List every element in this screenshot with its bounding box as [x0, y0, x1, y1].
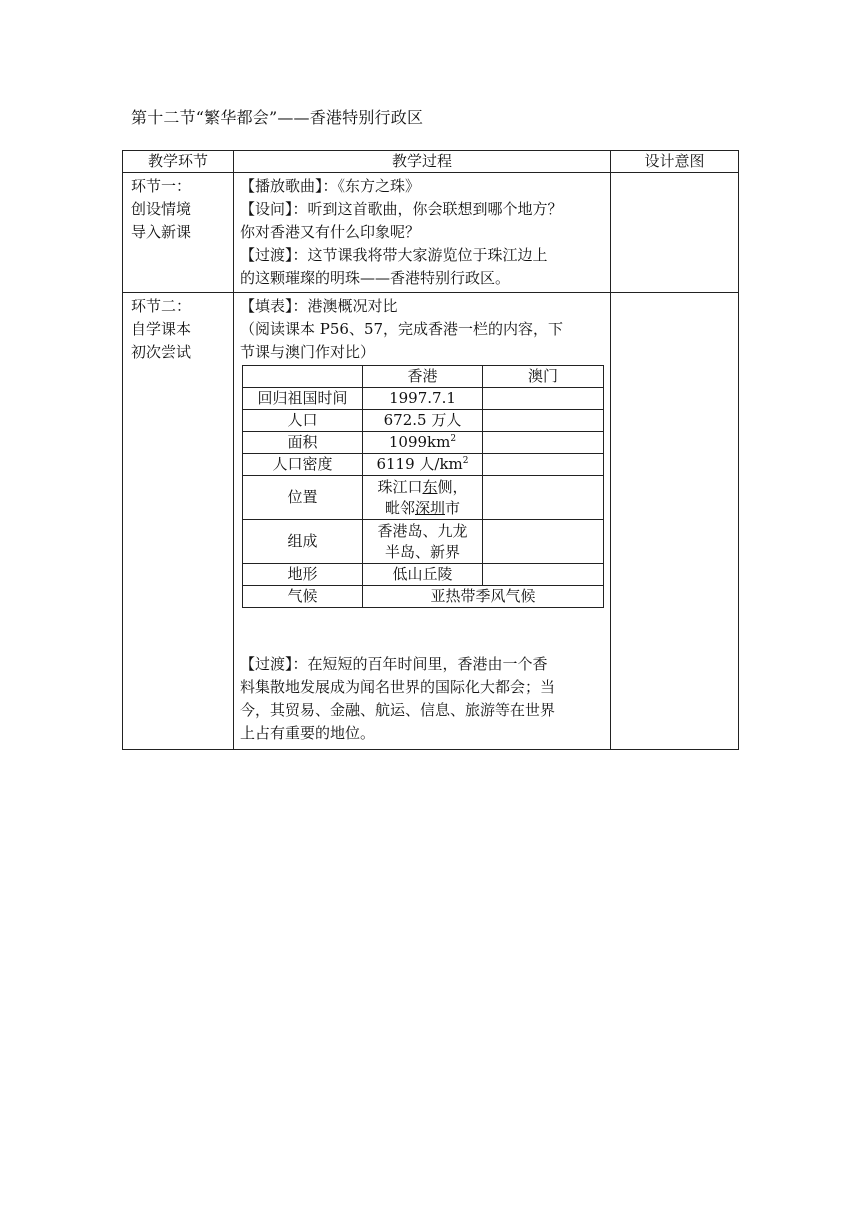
superscript: 2 — [450, 434, 457, 444]
row-label: 回归祖国时间 — [243, 388, 363, 410]
section-two-process — [234, 293, 611, 750]
process-line: 的这颗璀璨的明珠——香港特别行政区。 — [240, 269, 511, 287]
hongkong-value — [363, 520, 483, 564]
table-row — [243, 564, 604, 586]
table-row — [243, 476, 604, 520]
transition-line: 上占有重要的地位。 — [240, 724, 376, 742]
transition-line: 今，其贸易、金融、航运、信息、旅游等在世界 — [240, 701, 556, 719]
location-text: 侧， — [437, 477, 468, 496]
table-header-row — [123, 151, 739, 173]
stage-line: 自学课本 — [131, 320, 192, 338]
location-text: 珠江口 — [377, 477, 423, 496]
hongkong-value — [363, 476, 483, 520]
row-label: 面积 — [243, 432, 363, 454]
macau-value — [483, 388, 604, 410]
document-title: 第十二节“繁华都会”——香港特别行政区 — [131, 108, 424, 127]
location-text: 毗邻 — [384, 498, 415, 517]
area-value: 1099km — [388, 433, 451, 451]
density-value: 6119 人/km — [376, 455, 463, 473]
table-row — [243, 410, 604, 432]
table-row — [243, 454, 604, 476]
table-row — [243, 388, 604, 410]
location-line — [363, 477, 482, 498]
process-line: 【过渡】：这节课我将带大家游览位于珠江边上 — [240, 246, 548, 264]
location-line — [363, 498, 482, 519]
instruction-line: （阅读课本 P56、57，完成香港一栏的内容，下 — [240, 320, 564, 338]
stage-line: 创设情境 — [131, 200, 192, 218]
instruction-line: 节课与澳门作对比） — [240, 343, 376, 361]
row-label: 地形 — [243, 564, 363, 586]
hongkong-value: 低山丘陵 — [363, 564, 483, 586]
hongkong-value: 1997.7.1 — [363, 388, 483, 410]
process-line: 你对香港又有什么印象呢？ — [240, 223, 421, 241]
row-label: 位置 — [243, 476, 363, 520]
header-intent: 设计意图 — [611, 151, 739, 173]
stage-line: 导入新课 — [131, 223, 192, 241]
transition-line: 【过渡】：在短短的百年时间里，香港由一个香 — [240, 655, 548, 673]
process-line: 【设问】：听到这首歌曲，你会联想到哪个地方？ — [240, 200, 563, 218]
lesson-plan-table — [122, 150, 739, 750]
macau-value — [483, 564, 604, 586]
process-line: 【播放歌曲】：《东方之珠》 — [240, 177, 421, 195]
comparison-table — [242, 365, 604, 608]
hongkong-value: 672.5 万人 — [363, 410, 483, 432]
stage-line: 环节二： — [131, 297, 192, 315]
composition-line: 香港岛、九龙 — [377, 521, 468, 540]
hongkong-value — [363, 454, 483, 476]
fill-table-label: 【填表】：港澳概况对比 — [240, 297, 398, 315]
location-text: 市 — [445, 498, 461, 517]
location-shenzhen: 深圳 — [414, 498, 445, 517]
section-one-row — [123, 173, 739, 293]
header-hongkong: 香港 — [363, 366, 483, 388]
section-two-stage — [123, 293, 234, 750]
table-row — [243, 586, 604, 608]
row-label: 人口密度 — [243, 454, 363, 476]
climate-value: 亚热带季风气候 — [363, 586, 604, 608]
spacer — [240, 608, 606, 653]
section-two-row — [123, 293, 739, 750]
section-one-process — [234, 173, 611, 293]
macau-value — [483, 476, 604, 520]
composition-line: 半岛、新界 — [384, 542, 460, 561]
empty-corner-cell — [243, 366, 363, 388]
section-two-intent — [611, 293, 739, 750]
stage-line: 初次尝试 — [131, 343, 192, 361]
superscript: 2 — [462, 456, 469, 466]
macau-value — [483, 410, 604, 432]
table-row — [243, 432, 604, 454]
comparison-header-row — [243, 366, 604, 388]
header-stage: 教学环节 — [123, 151, 234, 173]
macau-value — [483, 454, 604, 476]
row-label: 气候 — [243, 586, 363, 608]
transition-line: 料集散地发展成为闻名世界的国际化大都会；当 — [240, 678, 556, 696]
location-east: 东 — [422, 477, 438, 496]
table-row — [243, 520, 604, 564]
macau-value — [483, 432, 604, 454]
section-one-intent — [611, 173, 739, 293]
row-label: 人口 — [243, 410, 363, 432]
section-one-stage — [123, 173, 234, 293]
hongkong-value — [363, 432, 483, 454]
macau-value — [483, 520, 604, 564]
header-process: 教学过程 — [234, 151, 611, 173]
row-label: 组成 — [243, 520, 363, 564]
stage-line: 环节一： — [131, 177, 192, 195]
header-macau: 澳门 — [483, 366, 604, 388]
